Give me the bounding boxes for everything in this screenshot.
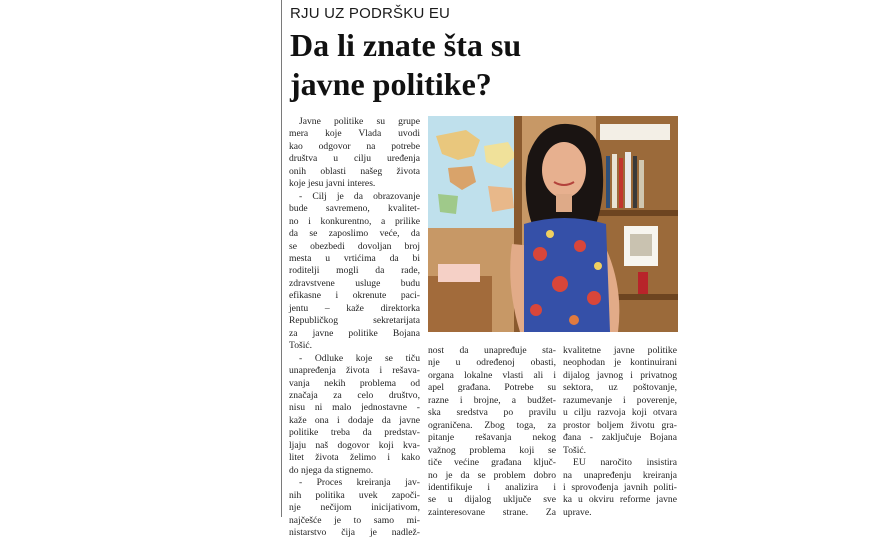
text-line: đana - zaključuje Bojana xyxy=(563,432,677,444)
headline-line: javne politike? xyxy=(290,66,492,102)
text-line: kvalitetne javne politike xyxy=(563,345,677,356)
text-line: najčešće je to samo mi- xyxy=(289,514,420,526)
text-line: zdravstvene usluge budu xyxy=(289,277,420,289)
text-line: uprave. xyxy=(563,506,592,518)
text-line: politike treba da predstav- xyxy=(289,427,420,439)
text-line: unapređenja života i rešava- xyxy=(289,365,420,377)
text-line: ljaju naš dogovor koji kva- xyxy=(289,439,420,451)
text-line: Tošić. xyxy=(289,340,313,352)
text-line: zainteresovane strane. Za xyxy=(428,506,556,518)
text-line: neophodan je kontinuirani xyxy=(563,357,677,369)
text-line: dijalog javnog i privatnog xyxy=(563,369,677,381)
text-line: - Cilj je da obrazovanje xyxy=(299,190,420,202)
text-line: onih oblasti našeg života xyxy=(289,165,420,177)
text-line: da se zaposlimo veće, da xyxy=(289,228,420,240)
text-line: Tošić. xyxy=(563,444,587,456)
article-column-3 xyxy=(563,345,677,519)
text-line: tiče većine građana ključ- xyxy=(428,457,556,469)
text-line: - Proces kreiranja jav- xyxy=(299,477,420,489)
text-line: se u dijalog uključe sve xyxy=(428,494,556,506)
text-line: Republičkog sekretarijata xyxy=(289,315,420,327)
text-line: apel građana. Potrebe su xyxy=(428,382,556,394)
article-column-1 xyxy=(289,116,420,539)
text-line: značaja za celo društvo, xyxy=(289,389,420,401)
text-line: kao odgovor na potrebe xyxy=(289,140,420,152)
text-line: jentu – kaže direktorka xyxy=(289,302,420,314)
text-line: nost da unapređuje sta- xyxy=(428,345,556,356)
text-line: kaže ona i dodaje da javne xyxy=(289,414,420,426)
text-line: organa lokalne vlasti ali i xyxy=(428,369,556,381)
text-line: nistarstvo čija je nadlež- xyxy=(289,526,420,538)
text-line: ograničena. Zbog toga, za xyxy=(428,419,556,431)
text-line: no je da se problem dobro xyxy=(428,469,556,481)
headline-line: Da li znate šta su xyxy=(290,27,522,63)
text-line: ka u okviru reforme javne xyxy=(563,494,677,506)
text-line: do njega da stignemo. xyxy=(289,464,374,476)
text-line: važnog problema koji se xyxy=(428,444,556,456)
text-line: nje u određenoj obasti, xyxy=(428,357,556,369)
text-line: razumevanje i poverenje, xyxy=(563,394,677,406)
text-line: na unapređenju kreiranja xyxy=(563,469,677,481)
text-line: litet života želimo i kako xyxy=(289,452,420,464)
text-line: bude savremeno, kvalitet- xyxy=(289,203,420,215)
text-line: društva u cilju uređenja xyxy=(289,153,420,165)
text-line: - Odluke koje se tiču xyxy=(299,352,420,364)
text-line: i sprovođenja javnih politi- xyxy=(563,481,677,493)
text-line: EU naročito insistira xyxy=(573,457,677,469)
column-rule xyxy=(281,0,282,517)
text-line: prostor boljem životu gra- xyxy=(563,419,677,431)
text-line: se obezbedi dovoljan broj xyxy=(289,240,420,252)
text-line: vanja nekih problema od xyxy=(289,377,420,389)
text-line: razne i brojne, a budžet- xyxy=(428,394,556,406)
text-line: nih politika uvek započi- xyxy=(289,489,420,501)
text-line: sektora, uz poštovanje, xyxy=(563,382,677,394)
text-line: identifikuje i analizira i xyxy=(428,481,556,493)
text-line: u cilju razvoja koji otvara xyxy=(563,407,677,419)
text-line: koje jesu javni interes. xyxy=(289,178,376,190)
text-line: Javne politike su grupe xyxy=(299,116,420,127)
text-line: nje nečijom inicijativom, xyxy=(289,502,420,514)
article-headline xyxy=(290,26,710,104)
text-line: mesta u vrtićima da bi xyxy=(289,252,420,264)
text-line: no i konkurentno, a prilike xyxy=(289,215,420,227)
text-line: nisu ni malo jednostavne - xyxy=(289,402,420,414)
section-kicker: RJU UZ PODRŠKU EU xyxy=(290,5,451,22)
text-line: za javne politike Bojana xyxy=(289,327,420,339)
article-column-2 xyxy=(428,345,556,519)
portrait-illustration xyxy=(428,116,678,332)
text-line: pitanje rešavanja nekog xyxy=(428,432,556,444)
text-line: roditelji mogli da rade, xyxy=(289,265,420,277)
text-line: mera koje Vlada uvodi xyxy=(289,128,420,140)
text-line: efikasne i okrenute paci- xyxy=(289,290,420,302)
text-line: ska sredstva po pravilu xyxy=(428,407,556,419)
article-photo xyxy=(428,116,678,332)
